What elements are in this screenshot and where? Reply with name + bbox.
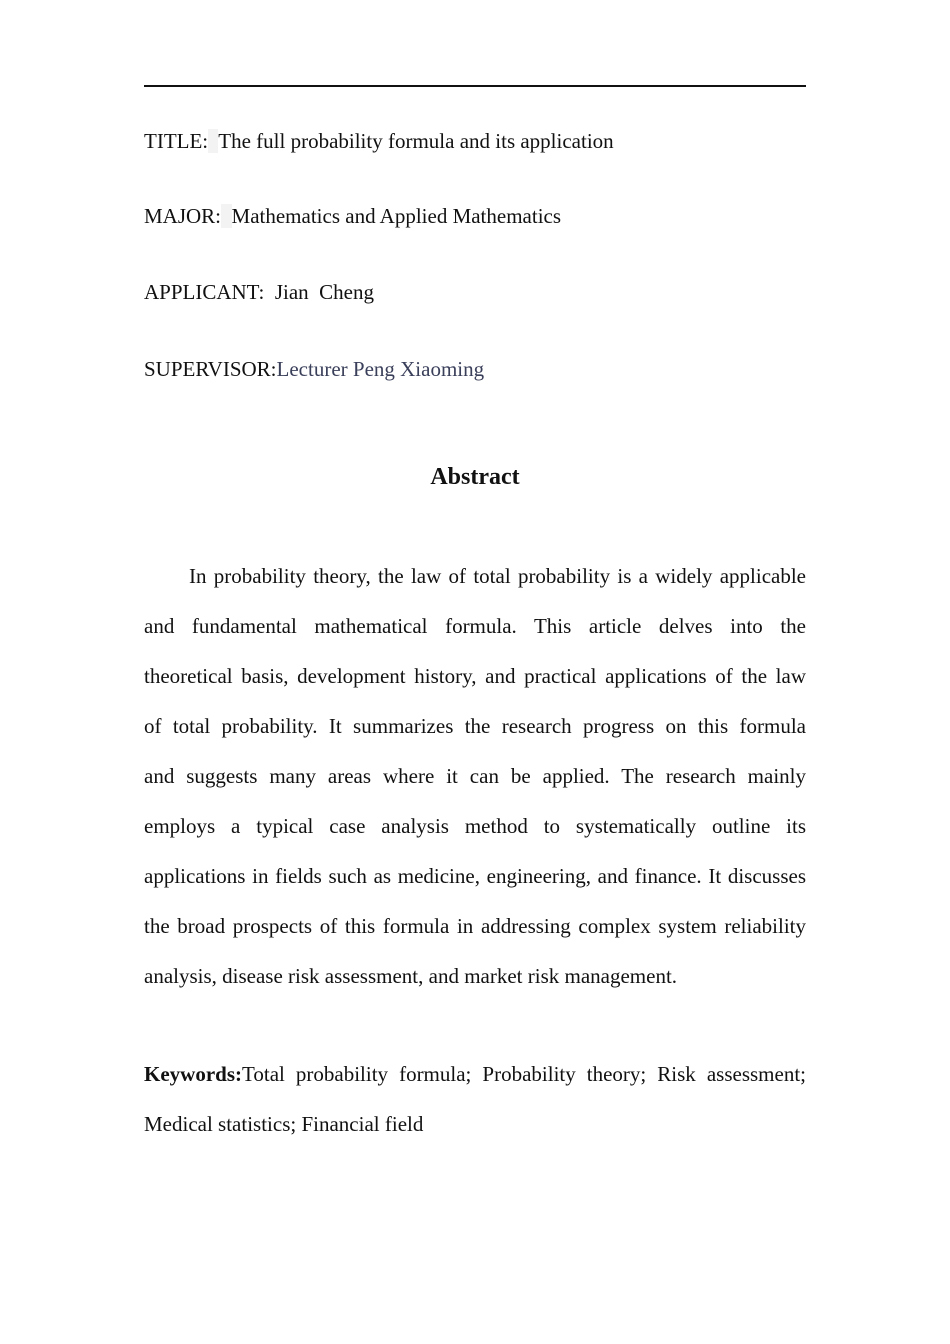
supervisor-value: Lecturer Peng Xiaoming <box>276 357 485 381</box>
applicant-value: Jian Cheng <box>274 280 374 304</box>
abstract-line: applications in fields such as medicine, engineering, and finance. It discusses <box>144 864 806 888</box>
applicant-field <box>144 280 374 304</box>
title-value: The full probability formula and its application <box>218 129 614 153</box>
keywords-line <box>144 1058 806 1108</box>
abstract-line: theoretical basis, development history, and practical applications of the law <box>144 664 806 688</box>
applicant-label: APPLICANT: <box>144 280 265 304</box>
abstract-line: of total probability. It summarizes the research progress on this formula <box>144 714 806 738</box>
abstract-line: analysis, disease risk assessment, and market risk management. <box>144 964 678 988</box>
title-field <box>144 129 614 153</box>
title-label: TITLE: <box>144 129 209 153</box>
keywords <box>144 1058 806 1158</box>
supervisor-field <box>144 357 484 381</box>
keywords-text-1: Total probability formula; Probability theory; Risk assessment; <box>242 1062 806 1086</box>
abstract-heading: Abstract <box>430 464 520 490</box>
abstract-line: In probability theory, the law of total probability is a widely applicable <box>189 564 806 588</box>
keywords-label: Keywords: <box>144 1062 242 1086</box>
abstract-paragraph <box>144 560 806 1010</box>
supervisor-label: SUPERVISOR: <box>144 357 277 381</box>
header-rule <box>144 85 806 87</box>
abstract-line: and suggests many areas where it can be applied. The research mainly <box>144 764 806 788</box>
major-value: Mathematics and Applied Mathematics <box>231 204 562 228</box>
major-field <box>144 204 561 228</box>
keywords-text-2: Medical statistics; Financial field <box>144 1112 424 1136</box>
abstract-line: the broad prospects of this formula in addressing complex system reliability <box>144 914 806 938</box>
abstract-line: and fundamental mathematical formula. This article delves into the <box>144 614 806 638</box>
major-label: MAJOR: <box>144 204 222 228</box>
abstract-line: employs a typical case analysis method to systematically outline its <box>144 814 806 838</box>
